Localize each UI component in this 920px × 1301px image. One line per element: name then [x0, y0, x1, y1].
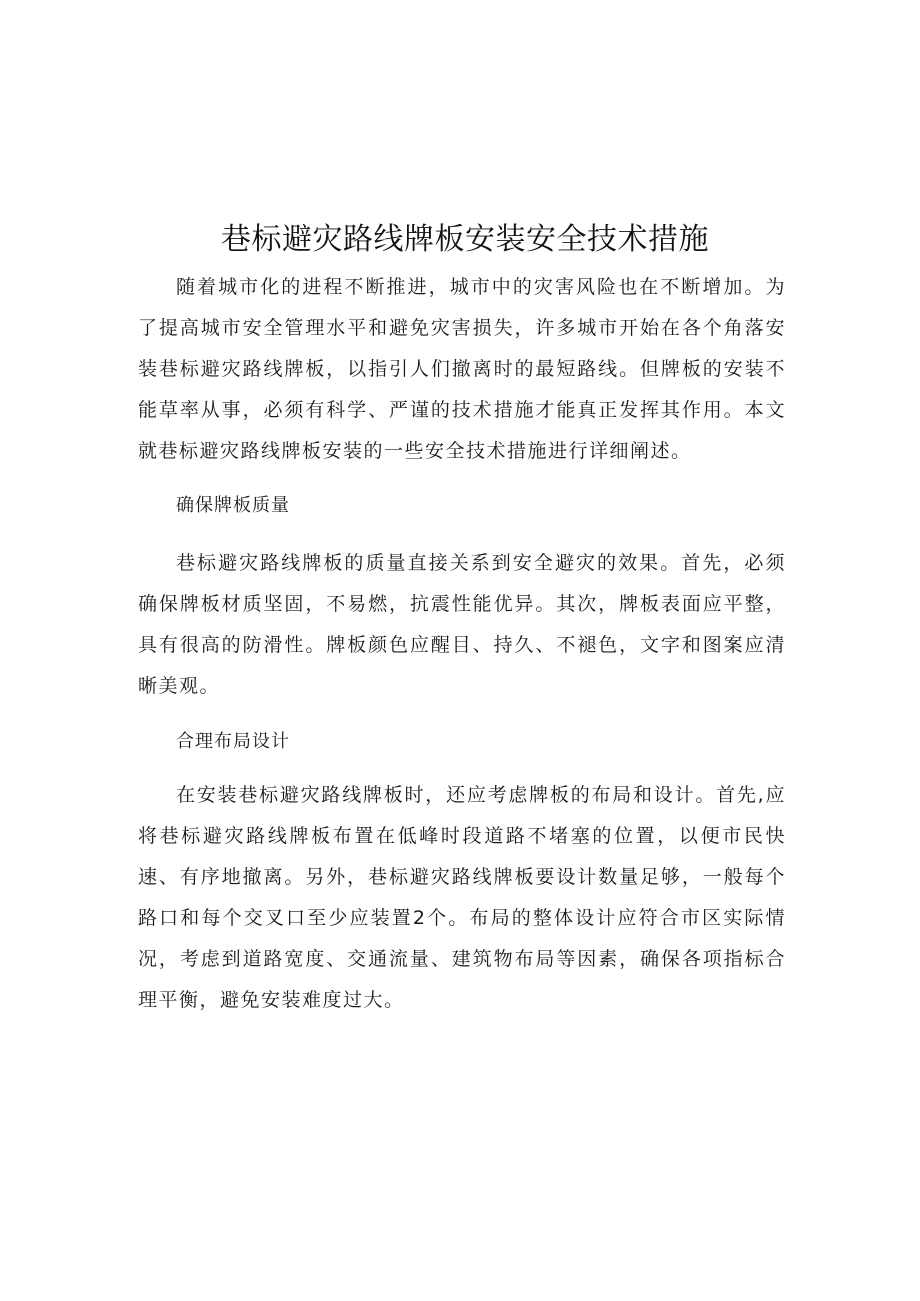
section-body-layout: 在安装巷标避灾路线牌板时，还应考虑牌板的布局和设计。首先,应将巷标避灾路线牌板布置在低峰时段道路不堵塞的位置，以便市民快速、有序地撤离。另外，巷标避灾路线牌板要设计数量足够，一般每个路口和每个交叉口至少应装置2个。布局的整体设计应符合市区实际情况，考虑到道路宽度、交通流量、建筑物布局等因素，确保各项指标合理平衡，避免安装难度过大。	[138, 784, 786, 1011]
section-body-quality: 巷标避灾路线牌板的质量直接关系到安全避灾的效果。首先，必须确保牌板材质坚固，不易燃，抗震性能优异。其次，牌板表面应平整，具有很高的防滑性。牌板颜色应醒目、持久、不褪色，文字和图案应清晰美观。	[138, 552, 786, 697]
section-heading-layout: 合理布局设计	[176, 731, 290, 752]
intro-paragraph: 随着城市化的进程不断推进，城市中的灾害风险也在不断增加。为了提高城市安全管理水平和避免灾害损失，许多城市开始在各个角落安装巷标避灾路线牌板，以指引人们撤离时的最短路线。但牌板的安装不能草率从事，必须有科学、严谨的技术措施才能真正发挥其作用。本文就巷标避灾路线牌板安装的一些安全技术措施进行详细阐述。	[138, 276, 786, 462]
document-title: 巷标避灾路线牌板安装安全技术措施	[221, 222, 709, 257]
section-heading-quality: 确保牌板质量	[176, 495, 290, 516]
